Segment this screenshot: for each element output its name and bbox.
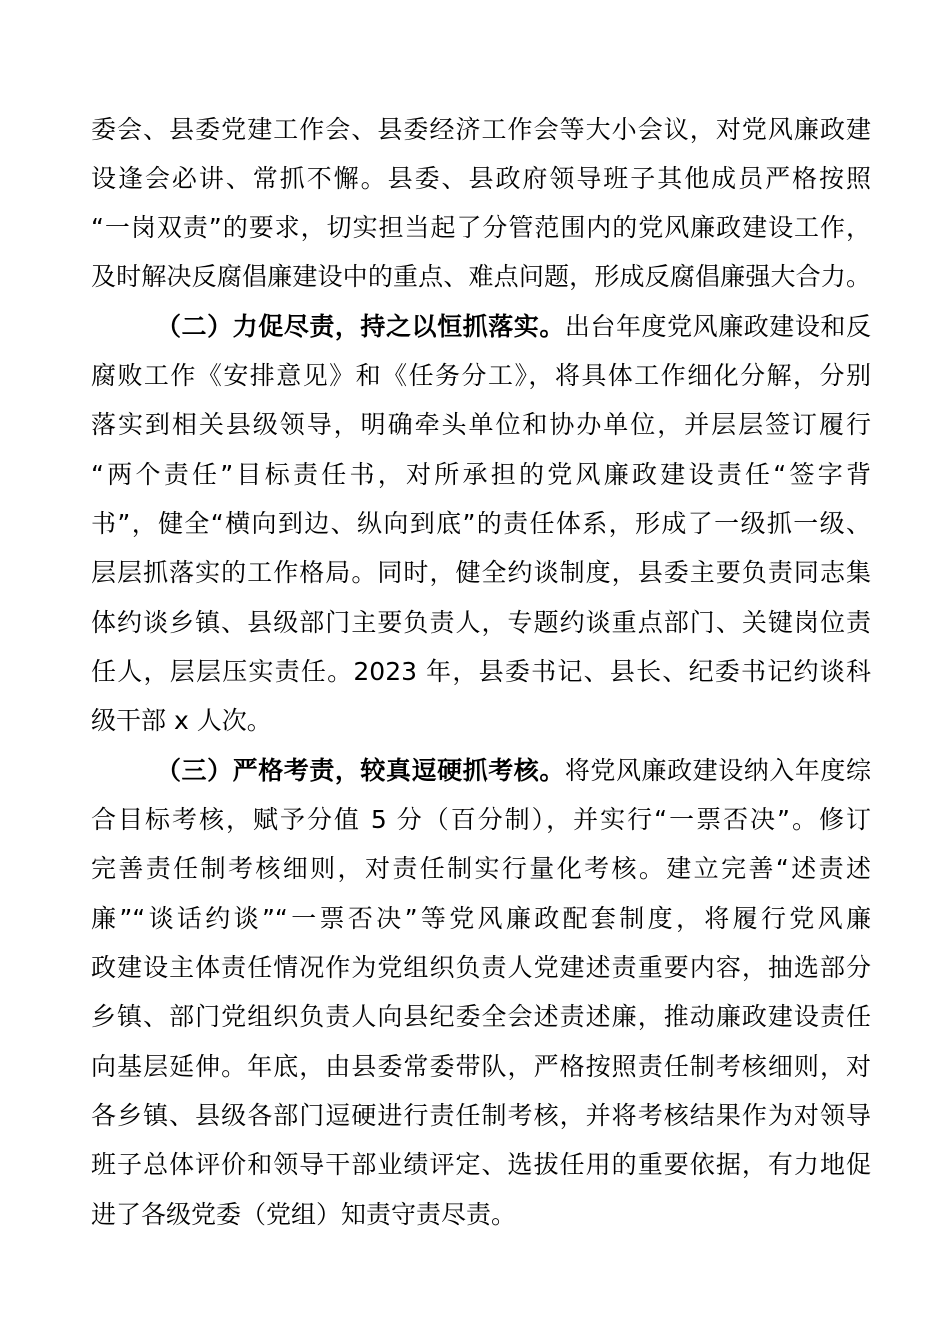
section-2-first-line [156, 311, 871, 343]
paragraph-line: 委会、县委党建工作会、县委经济工作会等大小会议，对党风廉政建 [91, 115, 871, 144]
paragraph-line: 层层抓落实的工作格局。同时，健全约谈制度，县委主要负责同志集 [91, 558, 871, 587]
paragraph-line: “一岗双责”的要求，切实担当起了分管范围内的党风廉政建设工作， [91, 213, 871, 242]
section-3-heading: （三）严格考责，较真逗硬抓考核。 [156, 756, 565, 785]
section-3-first-line-text: 将党风廉政建设纳入年度综 [564, 756, 871, 785]
paragraph-line: 设逢会必讲、常抓不懈。县委、县政府领导班子其他成员严格按照 [91, 164, 871, 193]
paragraph-line: 廉”“谈话约谈”“一票否决”等党风廉政配套制度，将履行党风廉 [91, 904, 871, 933]
paragraph-line: 各乡镇、县级各部门逗硬进行责任制考核，并将考核结果作为对领导 [91, 1101, 871, 1130]
paragraph-line: 任人，层层压实责任。2023 年，县委书记、县长、纪委书记约谈科 [91, 657, 871, 686]
paragraph-line: 合目标考核，赋予分值 5 分（百分制），并实行“一票否决”。修订 [91, 805, 871, 834]
paragraph-line: 班子总体评价和领导干部业绩评定、选拔任用的重要依据，有力地促 [91, 1150, 871, 1179]
paragraph-line: 及时解决反腐倡廉建设中的重点、难点问题，形成反腐倡廉强大合力。 [91, 262, 871, 291]
paragraph-line: 书”，健全“横向到边、纵向到底”的责任体系，形成了一级抓一级、 [91, 509, 871, 538]
paragraph-line: 乡镇、部门党组织负责人向县纪委全会述责述廉，推动廉政建设责任 [91, 1002, 871, 1031]
paragraph-line: 政建设主体责任情况作为党组织负责人党建述责重要内容，抽选部分 [91, 953, 871, 982]
section-2-heading: （二）力促尽责，持之以恒抓落实。 [156, 312, 565, 341]
paragraph-line: 腐败工作《安排意见》和《任务分工》，将具体工作细化分解，分别 [91, 361, 871, 390]
paragraph-line: 落实到相关县级领导，明确牵头单位和协办单位，并层层签订履行 [91, 410, 871, 439]
paragraph-line: 进了各级党委（党组）知责守责尽责。 [91, 1200, 517, 1229]
section-2-first-line-text: 出台年度党风廉政建设和反 [564, 312, 871, 341]
section-3-first-line [156, 755, 871, 787]
paragraph-line: 级干部 x 人次。 [91, 706, 272, 735]
paragraph-line: 体约谈乡镇、县级部门主要负责人，专题约谈重点部门、关键岗位责 [91, 608, 871, 637]
paragraph-line: “两个责任”目标责任书，对所承担的党风廉政建设责任“签字背 [91, 460, 871, 489]
paragraph-line: 完善责任制考核细则，对责任制实行量化考核。建立完善“述责述 [91, 854, 871, 883]
paragraph-line: 向基层延伸。年底，由县委常委带队，严格按照责任制考核细则，对 [91, 1052, 871, 1081]
